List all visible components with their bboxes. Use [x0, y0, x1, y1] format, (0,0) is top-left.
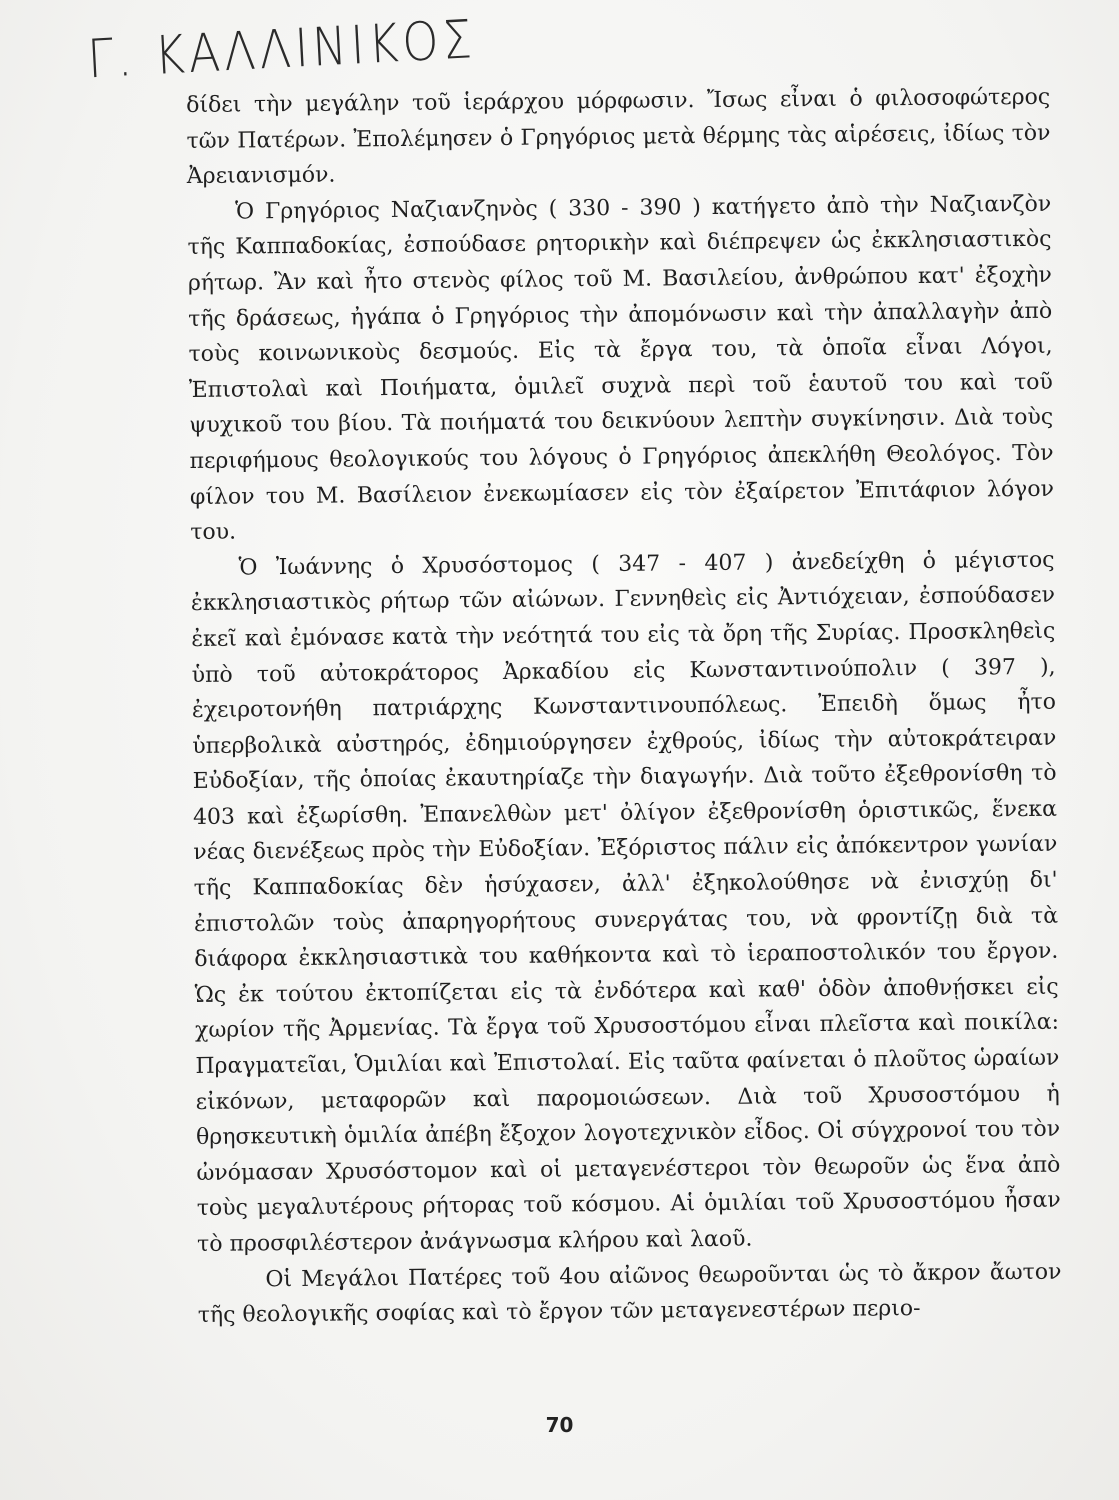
paragraph-great-fathers: Οἱ Μεγάλοι Πατέρες τοῦ 4ου αἰῶνος θεωροῦνται ὡς τὸ ἄκρον ἄωτον τῆς θεολογικῆς σοφίας καὶ τὸ ἔργον τῶν μεταγενεστέρων περιο- — [197, 1259, 1062, 1329]
paragraph-continuation: δίδει τὴν μεγάλην τοῦ ἱεράρχου μόρφωσιν. Ἴσως εἶναι ὁ φιλοσοφώτερος τῶν Πατέρων. Ἐπολέμησεν ὁ Γρηγόριος μετὰ θέρμης τὰς αἱρέσεις, ἰδίως τὸν Ἀρειανισμόν. — [186, 84, 1051, 190]
page-number: 70 — [545, 1413, 574, 1437]
body-text — [186, 80, 1062, 1334]
paragraph-john-chrysostom: Ὁ Ἰωάννης ὁ Χρυσόστομος ( 347 - 407 ) ἀνεδείχθη ὁ μέγιστος ἐκκλησιαστικὸς ρήτωρ τῶν αἰώνων. Γεννηθεὶς εἰς Ἀντιόχειαν, ἐσπούδασεν ἐκεῖ καὶ ἐμόνασε κατὰ τὴν νεότητά του εἰς τὰ ὄρη τῆς Συρίας. Προσκληθεὶς ὑπὸ τοῦ αὐτοκράτορος Ἀρκαδίου εἰς Κωνσταντινούπολιν ( 397 ), ἐχειροτονήθη πατριάρχης Κωνσταντινουπόλεως. Ἐπειδὴ ὅμως ἦτο ὑπερβολικὰ αὐστηρός, ἐδημιούργησεν ἐχθρούς, ἰδίως τὴν αὐτοκράτειραν Εὐδοξίαν, τῆς ὁποίας ἐκαυτηρίαζε τὴν διαγωγήν. Διὰ τοῦτο ἐξεθρονίσθη τὸ 403 καὶ ἐξωρίσθη. Ἐπανελθὼν μετ' ὀλίγον ἐξεθρονίσθη ὁριστικῶς, ἕνεκα νέας διενέξεως πρὸς τὴν Εὐδοξίαν. Ἐξόριστος πάλιν εἰς ἀπόκεντρον γωνίαν τῆς Καππαδοκίας δὲν ἡσύχασεν, ἀλλ' ἐξηκολούθησε νὰ ἐνισχύῃ δι' ἐπιστολῶν τοὺς ἀπαρηγορήτους συνεργάτας του, νὰ φροντίζῃ διὰ τὰ διάφορα ἐκκλησιαστικὰ του καθήκοντα καὶ τὸ ἱεραποστολικόν του ἔργον. Ὡς ἐκ τούτου ἐκτοπίζεται εἰς τὰ ἐνδότερα καὶ καθ' ὁδὸν ἀποθνῄσκει εἰς χωρίον τῆς Ἀρμενίας. Τὰ ἔργα τοῦ Χρυσοστόμου εἶναι πλεῖστα καὶ ποικίλα: Πραγματεῖαι, Ὁμιλίαι καὶ Ἐπιστολαί. Εἰς ταῦτα φαίνεται ὁ πλοῦτος ὡραίων εἰκόνων, μεταφορῶν καὶ παρομοιώσεων. Διὰ τοῦ Χρυσοστόμου ἡ θρησκευτικὴ ὁμιλία ἀπέβη ἔξοχον λογοτεχνικὸν εἶδος. Οἱ σύγχρονοί του τὸν ὠνόμασαν Χρυσόστομον καὶ οἱ μεταγενέστεροι τὸν θεωροῦν ὡς ἕνα ἀπὸ τοὺς μεγαλυτέρους ρήτορας τοῦ κόσμου. Αἱ ὁμιλίαι τοῦ Χρυσοστόμου ἦσαν τὸ προσφιλέστερον ἀνάγνωσμα κλήρου καὶ λαοῦ. — [190, 547, 1061, 1257]
handwritten-author-note: Γ. ΚΑΛΛΙΝΙΚΟΣ — [86, 7, 478, 91]
paragraph-gregory-nazianzen: Ὁ Γρηγόριος Ναζιανζηνὸς ( 330 - 390 ) κατήγετο ἀπὸ τὴν Ναζιανζὸν τῆς Καππαδοκίας, ἐσπούδασε ρητορικὴν καὶ διέπρεψεν ὡς ἐκκλησιαστικὸς ρήτωρ. Ἂν καὶ ἦτο στενὸς φίλος τοῦ Μ. Βασιλείου, ἀνθρώπου κατ' ἐξοχὴν τῆς δράσεως, ἠγάπα ὁ Γρηγόριος τὴν ἀπομόνωσιν καὶ τὴν ἀπαλλαγὴν ἀπὸ τοὺς κοινωνικοὺς δεσμούς. Εἰς τὰ ἔργα του, τὰ ὁποῖα εἶναι Λόγοι, Ἐπιστολαὶ καὶ Ποιήματα, ὁμιλεῖ συχνὰ περὶ τοῦ ἑαυτοῦ του καὶ τοῦ ψυχικοῦ του βίου. Τὰ ποιήματά του δεικνύουν λεπτὴν συγκίνησιν. Διὰ τοὺς περιφήμους θεολογικούς του λόγους ὁ Γρηγόριος ἀπεκλήθη Θεολόγος. Τὸν φίλον του Μ. Βασίλειον ἐνεκωμίασεν εἰς τὸν ἐξαίρετον Ἐπιτάφιον λόγον του. — [187, 191, 1055, 546]
